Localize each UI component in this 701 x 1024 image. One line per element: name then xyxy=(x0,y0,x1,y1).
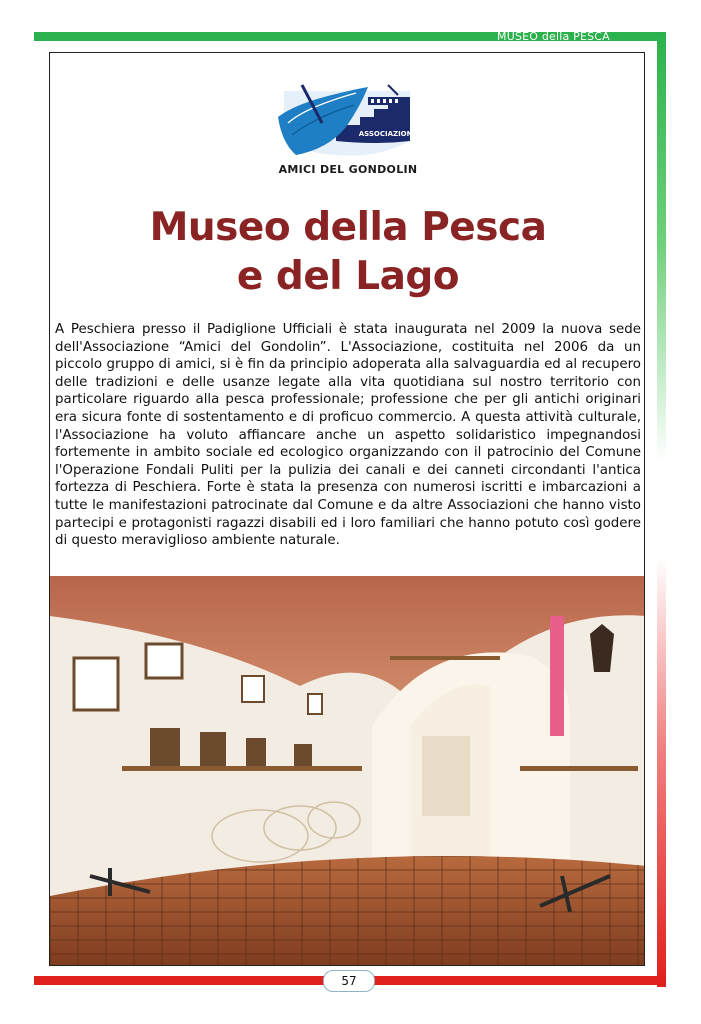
title-line-1: Museo della Pesca xyxy=(149,205,547,250)
logo-caption: AMICI DEL GONDOLIN xyxy=(278,163,418,176)
page-frame xyxy=(49,52,645,966)
article-title xyxy=(50,203,645,301)
museum-interior-photo xyxy=(50,576,645,966)
title-line-2: e del Lago xyxy=(236,254,460,299)
photo-lantern xyxy=(590,624,614,672)
right-tricolor-bar xyxy=(657,32,666,987)
photo-hanging-cloth xyxy=(550,616,564,736)
association-logo xyxy=(276,83,418,163)
running-header: MUSEO della PESCA xyxy=(497,30,610,43)
article-body: A Peschiera presso il Padiglione Ufficiali è stata inaugurata nel 2009 la nuova sede dell'Associazione “Amici del Gondolin”. L'Associazione, costituita nel 2006 da un piccolo gruppo di amici, si è fin da principio adoperata alla salvaguardia ed al recupero delle tradizioni e delle usanze legate alla vita quotidiana sul nostro territorio con particolare riguardo alla pesca professionale; professione che per gli antichi originari era sicura fonte di sostentamento e di proficuo commercio. A questa attività culturale, l'Associazione ha voluto affiancare anche un aspetto solidaristico impegnandosi fortemente in ambito sociale ed ecologico organizzando con il patrocinio del Comune l'Operazione Fondali Puliti per la pulizia dei canali e dei canneti circondanti l'antica fortezza di Peschiera. Forte è stata la presenza con numerosi iscritti e imbarcazioni a tutte le manifestazioni patrocinate dal Comune e da altre Associazioni che hanno visto partecipi e protagonisti ragazzi disabili ed i loro familiari che hanno potuto così godere di questo meraviglioso ambiente naturale. xyxy=(55,322,641,549)
logo-badge-text: ASSOCIAZIONE xyxy=(358,130,418,138)
photo-doorway xyxy=(422,736,470,816)
page-number: 57 xyxy=(323,970,375,992)
